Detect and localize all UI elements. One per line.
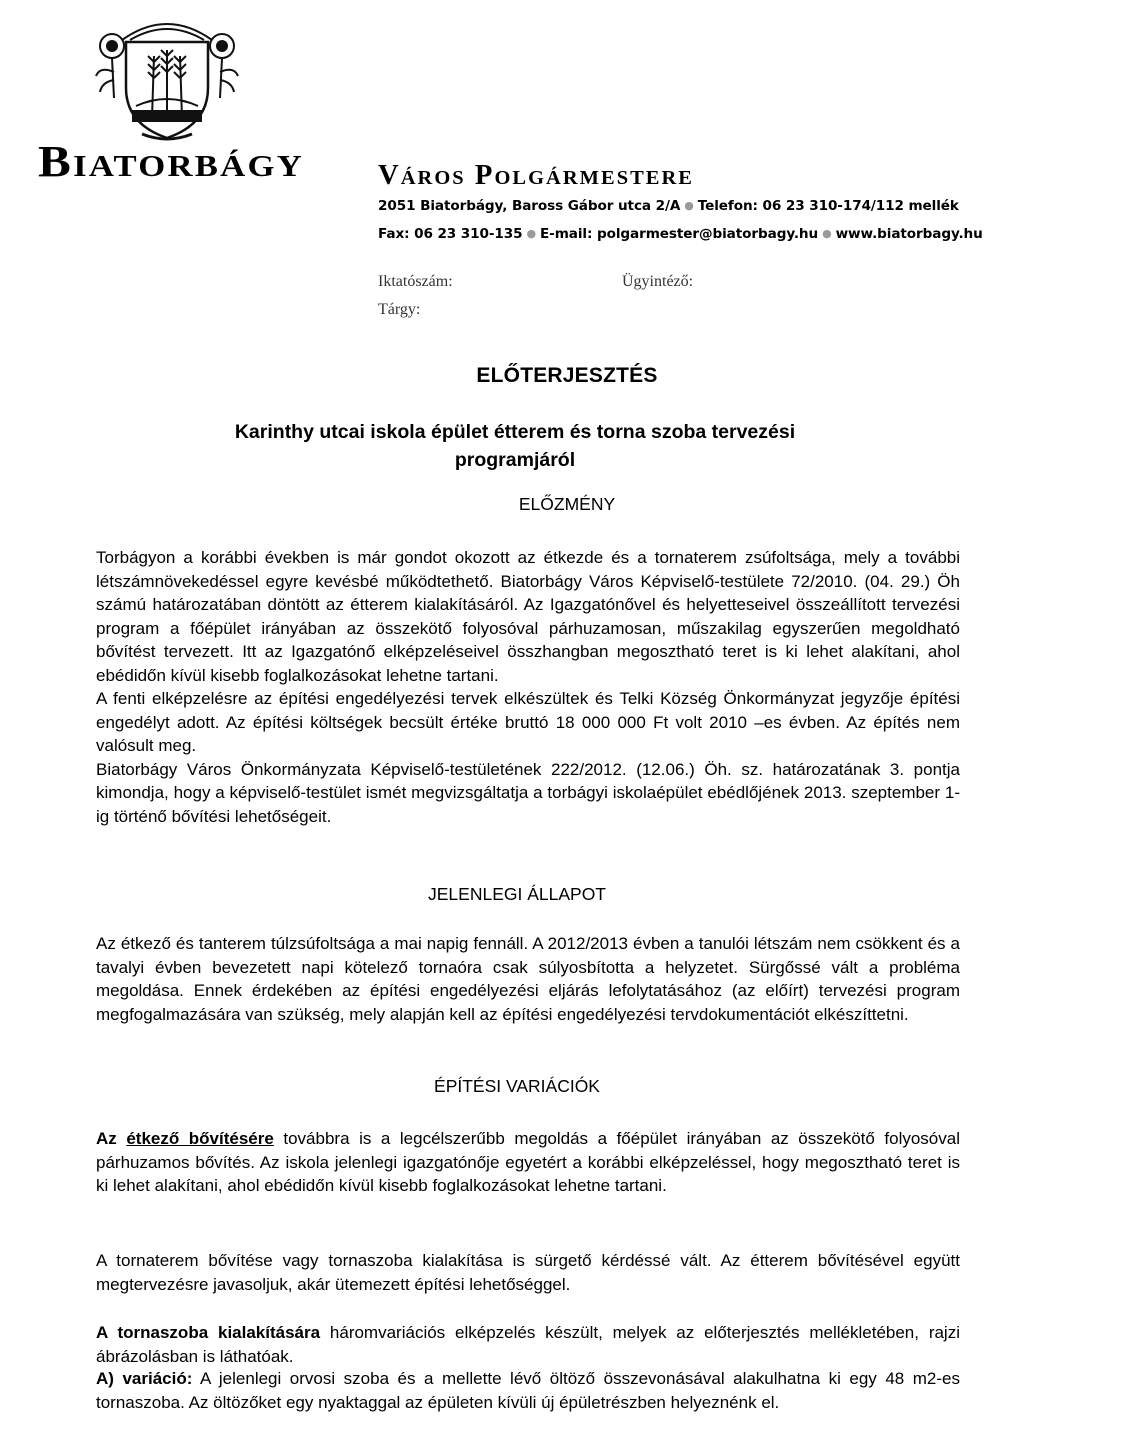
contact-line-2 [378,226,983,242]
paragraph-tornaterem: A tornaterem bővítése vagy tornaszoba kialakítása is sürgető kérdéssé vált. Az étterem bővítésével együtt megtervezésre javasoljuk, akár ütemezett építési lehetőséggel. [96,1251,960,1294]
bold-underlined-lead: étkező bővítésére [126,1129,274,1148]
biatorbagy-wordmark [38,136,308,188]
office-title [378,158,698,192]
bullet-icon: ● [684,199,694,212]
email[interactable]: E-mail: polgarmester@biatorbagy.hu [540,226,819,242]
office-title-text: Város Polgármestere [378,160,694,191]
brand-text: Biatorbágy [38,137,304,186]
address: 2051 Biatorbágy, Baross Gábor utca 2/A [378,198,681,214]
paragraph-etkezo-bovites [96,1127,960,1198]
iktatoszam-label: Iktatószám: [378,273,453,290]
paragraph-text: továbbra is a legcélszerűbb megoldás a főépület irányában az összekötő folyosóval párhuzamos bővítés. Az iskola jelenlegi igazgatónője egyetért a korábbi elképzeléssel, hogy megosztható teret is ki lehet alakítani, ahol ebédidőn kívül kisebb foglalkozásokat lehetne tartani. [96,1129,960,1195]
paragraph-jelenlegi-allapot: Az étkező és tanterem túlzsúfoltsága a mai napig fennáll. A 2012/2013 évben a tanulói létszám nem csökkent és a tavalyi évben bevezetett napi kötelező tornaóra csak súlyosbította a helyzetet. Sürgőssé vált a probléma megoldása. Ennek érdekében az építési engedélyezési eljárás lefolytatásához (az előírt) tervezési program megfogalmazására van szükség, mely alapján kell az építési engedélyezési tervdokumentációt elkészíttetni. [96,934,960,1024]
ugyintezo-label: Ügyintéző: [622,273,694,290]
document-subject: Karinthy utcai iskola épület étterem és torna szoba tervezési programjáról [234,421,796,471]
bullet-icon: ● [526,227,536,240]
contact-line-1 [378,198,959,214]
paragraph-text: A jelenlegi orvosi szoba és a mellette lévő öltöző összevonásával alakulhatna ki egy 48 m2-es tornaszoba. Az öltözőket egy nyaktaggal az épületen kívüli új épületrészben helyeznénk el. [96,1369,960,1412]
paragraph-text: háromvariációs elképzelés készült, melyek az előterjesztés mellékletében, rajzi ábrázolásban is láthatóak. [96,1323,960,1366]
coat-of-arms-logo [92,6,242,144]
paragraph-text: Torbágyon a korábbi években is már gondot okozott az étkezde és a tornaterem zsúfoltsága, mely a további létszámnövekedéssel egyre kevésbé működtethető. Biatorbágy Város Képviselő-testülete 72/2010. (04. 29.) Öh számú határozatában döntött az étterem kialakításáról. Az Igazgatónővel és helyetteseivel összeállított tervezési program a főépület irányában az összekötő folyosóval párhuzamosan, műszakilag egyszerűen megoldható bővítést tervezett. Itt az Igazgatónő elképzeléseivel összhangban megosztható teret is ki lehet alakítani, ahol ebédidőn kívül kisebb foglalkozásokat lehetne tartani. [96,548,960,685]
bullet-icon: ● [822,227,832,240]
bold-lead: A tornaszoba kialakítására [96,1323,321,1342]
fax: Fax: 06 23 310-135 [378,226,523,242]
paragraph-text: A fenti elképzelésre az építési engedélyezési tervek elkészültek és Telki Község Önkormányzat jegyzője építési engedélyt adott. Az építési költségek becsült értéke bruttó 18 000 000 Ft volt 2010 –es évben. Az építés nem valósult meg. [96,689,960,755]
bold-lead: A) variáció: [96,1369,193,1388]
paragraph-text: Biatorbágy Város Önkormányzata Képviselő-testületének 222/2012. (12.06.) Öh. sz. határozatának 3. pontja kimondja, hogy a képviselő-testület ismét megvizsgáltatja a torbágyi iskolaépület ebédlőjének 2013. szeptember 1-ig történő bővítési lehetőségeit. [96,759,960,826]
paragraph-elozmeny [96,546,960,828]
section-heading-jelenlegi-allapot: JELENLEGI ÁLLAPOT [428,884,606,904]
section-heading-elozmeny: ELŐZMÉNY [518,494,616,514]
bold-lead: Az [96,1129,127,1148]
website[interactable]: www.biatorbagy.hu [835,226,983,242]
paragraph-tornaszoba [96,1321,960,1368]
targy-label: Tárgy: [378,301,421,318]
document-title: ELŐTERJESZTÉS [476,364,658,387]
paragraph-variacio-a [96,1367,960,1414]
phone: Telefon: 06 23 310-174/112 mellék [697,198,959,214]
section-heading-epitesi-variaciok: ÉPÍTÉSI VARIÁCIÓK [434,1076,600,1096]
